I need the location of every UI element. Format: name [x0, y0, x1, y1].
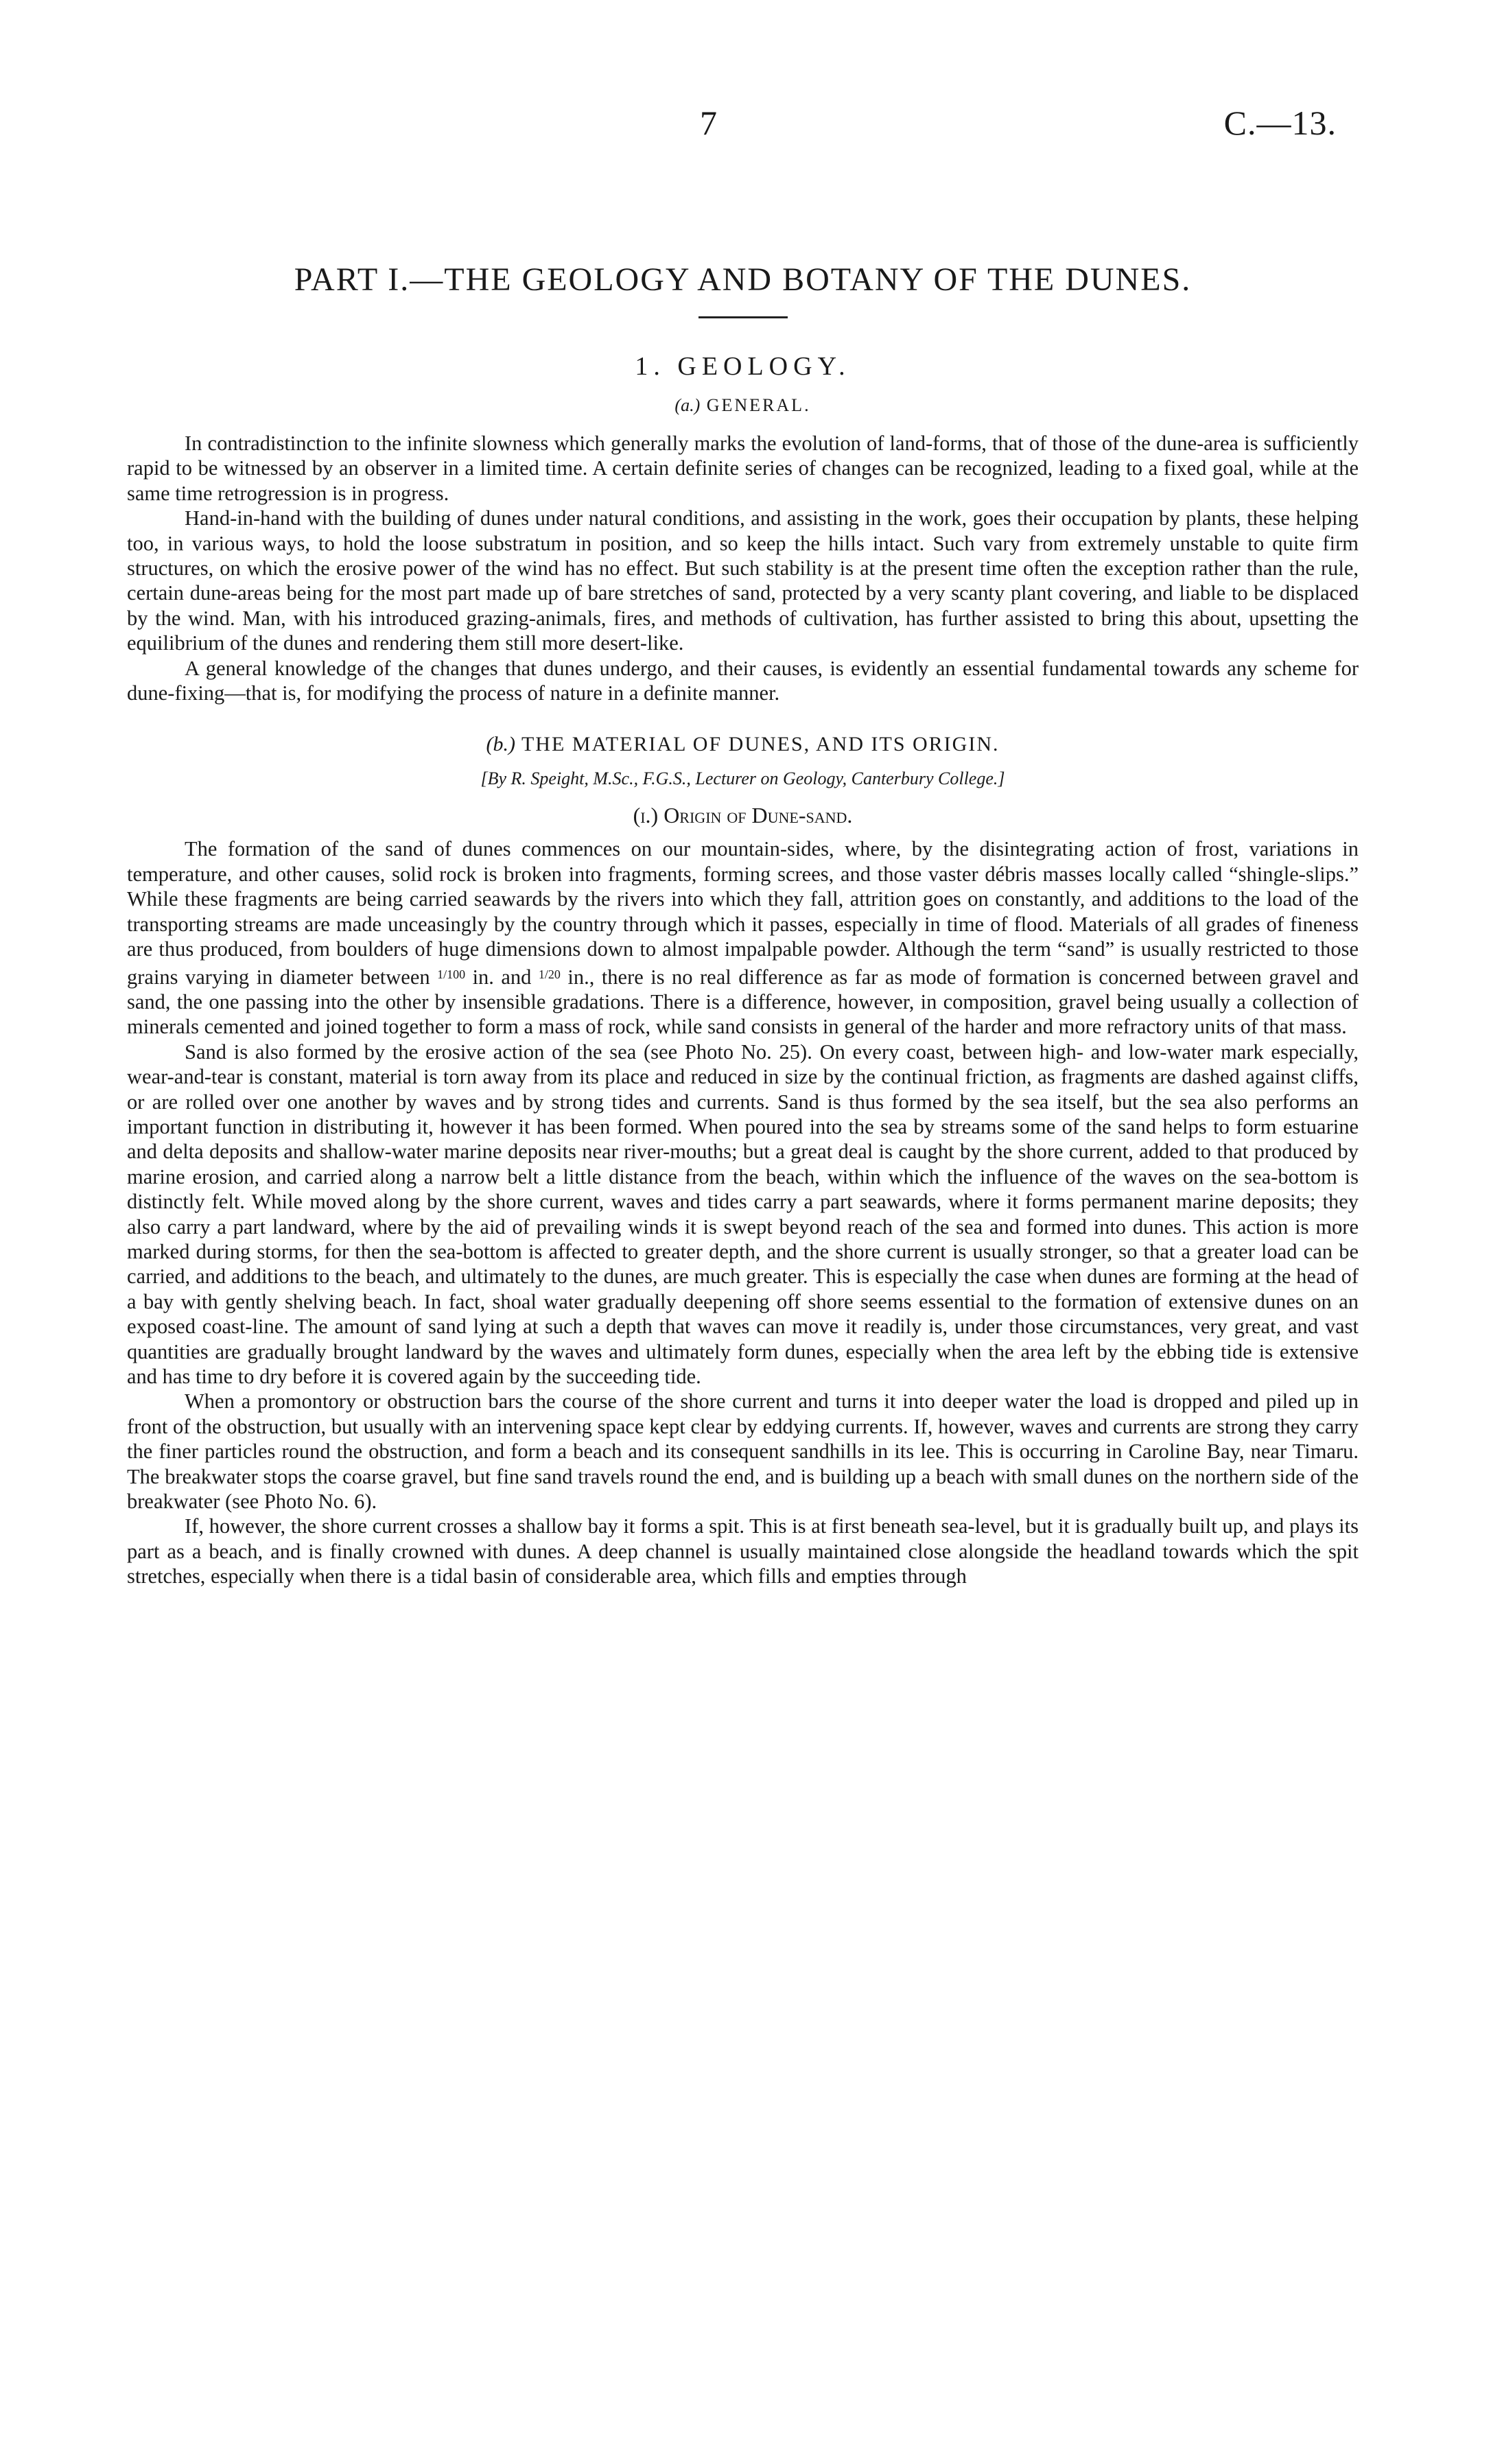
paragraph: When a promontory or obstruction bars the course of the shore current and turns it into deeper water the load is dropped and piled up in front of the obstruction, but usually with an intervening space kept clear by eddying currents. If, however, waves and currents are strong they carry the finer particles round the obstruction, and form a beach and its consequent sandhills in its lee. This is occurring in Caroline Bay, near Timaru. The breakwater stops the coarse gravel, but fine sand travels round the end, and is building up a beach with small dunes on the northern side of the breakwater (see Photo No. 6).: [127, 1389, 1359, 1514]
author-byline: [By R. Speight, M.Sc., F.G.S., Lecturer on Geology, Canterbury College.]: [480, 768, 1005, 789]
material-heading-label: (b.): [486, 733, 515, 756]
part-title: PART I.—THE GEOLOGY AND BOTANY OF THE DUNES.: [294, 261, 1192, 298]
general-heading-text: GENERAL.: [706, 395, 811, 415]
page-header: [0, 103, 1491, 144]
paragraph: A general knowledge of the changes that dunes undergo, and their causes, is evidently an essential fundamental towards any scheme for dune-fixing—that is, for modifying the process of nature in a definite manner.: [127, 656, 1359, 705]
paragraph: In contradistinction to the infinite slowness which generally marks the evolution of land-forms, that of those of the dune-area is sufficiently rapid to be witnessed by an observer in a limited time. A certain definite series of changes can be recognized, leading to a fixed goal, while at the same time retrogression is in progress.: [127, 432, 1359, 505]
paragraph: [127, 836, 1359, 1039]
material-heading: [127, 733, 1359, 756]
paragraph: Sand is also formed by the erosive action of the sea (see Photo No. 25). On every coast, between high- and low-water mark especially, wear-and-tear is constant, material is torn away from its place and reduced in size by the continual friction, as fragments are dashed against cliffs, or are rolled over one another by waves and by strong tides and currents. Sand is thus formed by the sea itself, but the sea also performs an important function in distributing it, however it has been formed. When poured into the sea by streams some of the sand helps to form estuarine and delta deposits and shallow-water marine deposits near river-mouths; but a great deal is caught by the shore current, added to that produced by marine erosion, and carried along a narrow belt a little distance from the beach, within which the influence of the waves on the sea-bottom is distinctly felt. While moved along by the shore current, waves and tides carry a part seawards, where it forms permanent marine deposits; they also carry a part landward, where by the aid of prevailing winds it is swept beyond reach of the sea and formed into dunes. This action is more marked during storms, for then the sea-bottom is affected to greater depth, and the shore current is usually stronger, so that a greater load can be carried, and additions to the beach, and ultimately to the dunes, are much greater. This is especially the case when dunes are forming at the head of a bay with gently shelving beach. In fact, shoal water gradually deepening off shore seems essential to the formation of extensive dunes on an exposed coast-line. The amount of sand lying at such a depth that waves can move it readily is, under those circumstances, very great, and vast quantities are gradually brought landward by the waves and ultimately form dunes, especially when the area left by the ebbing tide is extensive and has time to dry before it is covered again by the succeeding tide.: [127, 1040, 1359, 1388]
section-title: 1. GEOLOGY.: [635, 352, 851, 381]
material-heading-text: THE MATERIAL OF DUNES, AND ITS ORIGIN.: [521, 733, 1000, 756]
fraction: 1/100: [437, 967, 466, 981]
paragraph-text: The formation of the sand of dunes commences on our mountain-sides, where, by the disintegrating action of frost, variations in temperature, and other causes, solid rock is broken into fragments, forming screes, and those vaster débris masses locally called “shingle-slips.” While these fragments are being carried seawards by the rivers into which they fall, attrition goes on constantly, and additions to the load of the transporting streams are made unceasingly by the country through which it passes, especially in time of flood. Materials of all grades of fineness are thus produced, from boulders of huge dimensions down to almost impalpable powder. Although the term “sand” is usually restricted to those grains varying in diameter between: [127, 837, 1359, 989]
document-reference: C.—13.: [1223, 104, 1337, 142]
general-heading-label: (a.): [674, 395, 701, 415]
paragraph-text: in. and: [472, 965, 532, 989]
paragraph: If, however, the shore current crosses a shallow bay it forms a spit. This is at first beneath sea-level, but it is gradually built up, and plays its part as a beach, and is finally crowned with dunes. A deep channel is usually maintained close alongside the headland towards which the spit stretches, especially when there is a tidal basin of considerable area, which fills and empties through: [127, 1514, 1359, 1588]
fraction: 1/20: [538, 967, 561, 981]
origin-heading: (i.) Origin of Dune-sand.: [633, 803, 853, 828]
paragraph: Hand-in-hand with the building of dunes under natural conditions, and assisting in the work, goes their occupation by plants, these helping too, in various ways, to hold the loose substratum in position, and so keep the hills intact. Such vary from extremely unstable to quite firm structures, on which the erosive power of the wind has no effect. But such stability is at the present time often the exception rather than the rule, certain dune-areas being for the most part made up of bare stretches of sand, protected by a very scanty plant covering, and liable to be displaced by the wind. Man, with his introduced grazing-animals, fires, and methods of cultivation, has further assisted to bring this about, upsetting the equilibrium of the dunes and rendering them still more desert-like.: [127, 506, 1359, 655]
page-number: 7: [700, 104, 717, 142]
paragraph-text: in., there is no real difference as far as mode of formation is concerned between gravel and sand, the one passing into the other by insensible gradations. There is a difference, however, in composition, gravel being usually a collection of minerals cemented and joined together to form a mass of rock, while sand consists in general of the harder and more refractory units of that mass.: [127, 965, 1359, 1039]
page-content: [127, 261, 1359, 1589]
title-rule: [698, 316, 788, 318]
general-heading: [127, 395, 1359, 416]
